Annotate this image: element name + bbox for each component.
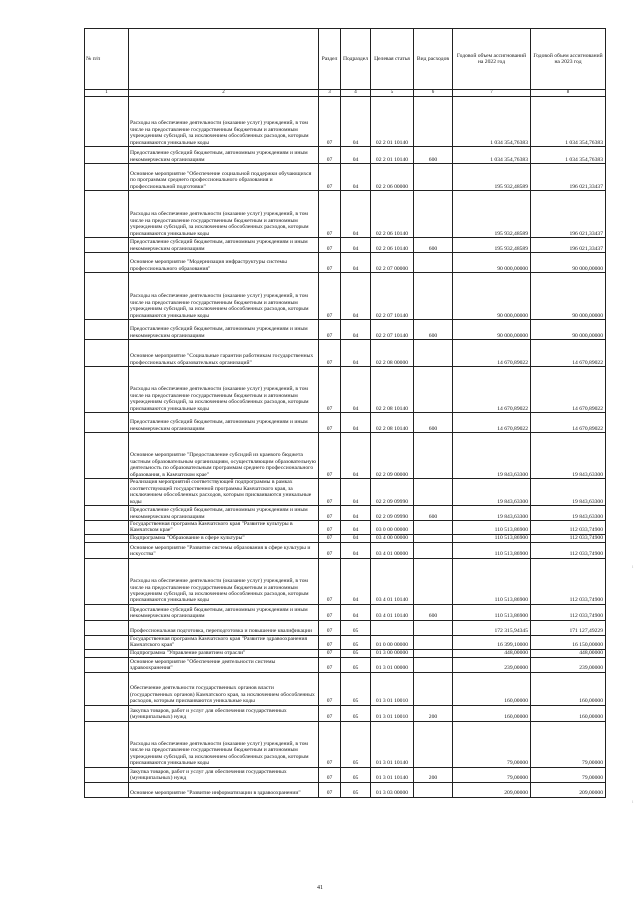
cell-vid	[414, 721, 453, 767]
cell-y2023: 112 033,74900	[531, 521, 606, 535]
cell-num	[85, 657, 129, 672]
cell-razdel: 07	[319, 479, 341, 506]
table-row	[85, 238, 606, 253]
table-row	[85, 320, 606, 340]
cell-razdel: 07	[319, 604, 341, 620]
table-row	[85, 558, 606, 604]
cell-y2022: 19 843,63300	[453, 433, 531, 479]
cell-name: Профессиональная подготовка, переподготовка и повышение квалификации	[129, 620, 319, 635]
cell-target: 03 4 00 00000	[371, 534, 414, 542]
colnum-cell: 8	[531, 90, 606, 97]
cell-num	[85, 340, 129, 367]
cell-podrazdel: 04	[341, 191, 371, 238]
cell-name: Расходы на обеспечение деятельности (оказание услуг) учреждений, в том числе на предоставление государственным бюджетным и автономным учреждениям субсидий, за исключением обособленных расходов, которым присваиваются уникальные коды	[129, 367, 319, 413]
cell-num	[85, 620, 129, 635]
cell-podrazdel: 05	[341, 649, 371, 657]
cell-y2022: 110 513,86900	[453, 558, 531, 604]
cell-num	[85, 672, 129, 705]
cell-target: 03 4 01 10140	[371, 558, 414, 604]
cell-y2022: 110 513,86900	[453, 604, 531, 620]
cell-podrazdel: 04	[341, 97, 371, 147]
cell-podrazdel: 04	[341, 479, 371, 506]
cell-vid	[414, 635, 453, 649]
cell-y2023: 112 033,74900	[531, 542, 606, 558]
cell-name: Основное мероприятие "Развитие информатизации в здравоохранении"	[129, 782, 319, 797]
page-number: 41	[317, 885, 323, 891]
cell-vid: 200	[414, 705, 453, 721]
cell-razdel: 07	[319, 635, 341, 649]
cell-name: Предоставление субсидий бюджетным, автономным учреждениям и иным некоммерческим организациям	[129, 147, 319, 164]
cell-y2023: 196 021,33437	[531, 191, 606, 238]
cell-podrazdel: 05	[341, 672, 371, 705]
cell-name: Предоставление субсидий бюджетным, автономным учреждениям и иным некоммерческим организациям	[129, 320, 319, 340]
cell-y2023: 79,00000	[531, 721, 606, 767]
cell-target: 02 2 07 00000	[371, 253, 414, 273]
header-col-2023: Годовой объем ассигнований на 2023 год	[531, 29, 606, 90]
cell-target: 01 3 01 10140	[371, 721, 414, 767]
colnum-cell: 4	[341, 90, 371, 97]
cell-y2023: 160,00000	[531, 672, 606, 705]
cell-vid: 600	[414, 238, 453, 253]
table-row	[85, 542, 606, 558]
cell-target: 03 4 01 00000	[371, 542, 414, 558]
cell-podrazdel: 05	[341, 635, 371, 649]
cell-num	[85, 782, 129, 797]
header-col-target: Целевая статья	[371, 29, 414, 90]
table-row	[85, 767, 606, 782]
cell-podrazdel: 05	[341, 620, 371, 635]
cell-y2022: 1 034 354,76383	[453, 147, 531, 164]
cell-target: 02 2 08 10140	[371, 413, 414, 433]
cell-name: Основное мероприятие "Развитие системы образования в сфере культуры и искусства"	[129, 542, 319, 558]
cell-name: Закупка товаров, работ и услуг для обеспечения государственных (муниципальных) нужд	[129, 705, 319, 721]
cell-podrazdel: 04	[341, 506, 371, 521]
table-row	[85, 340, 606, 367]
cell-y2023: 90 000,00000	[531, 273, 606, 320]
cell-y2023: 19 843,63300	[531, 433, 606, 479]
cell-vid	[414, 672, 453, 705]
cell-podrazdel: 05	[341, 705, 371, 721]
cell-razdel: 07	[319, 620, 341, 635]
table-row	[85, 164, 606, 191]
cell-name: Государственная программа Камчатского края "Развитие здравоохранения Камчатского края"	[129, 635, 319, 649]
cell-vid	[414, 191, 453, 238]
cell-razdel: 07	[319, 164, 341, 191]
cell-target: 02 2 07 10140	[371, 273, 414, 320]
cell-vid: 600	[414, 320, 453, 340]
header-col-vid: Вид расходов	[414, 29, 453, 90]
cell-razdel: 07	[319, 558, 341, 604]
table-row	[85, 604, 606, 620]
cell-num	[85, 604, 129, 620]
cell-podrazdel: 04	[341, 433, 371, 479]
margin-tick: ı	[632, 800, 634, 805]
cell-num	[85, 320, 129, 340]
cell-num	[85, 506, 129, 521]
cell-y2023: 239,00000	[531, 657, 606, 672]
cell-podrazdel: 04	[341, 253, 371, 273]
cell-razdel: 07	[319, 657, 341, 672]
cell-num	[85, 97, 129, 147]
cell-y2023: 112 033,74900	[531, 534, 606, 542]
budget-table-sheet	[84, 28, 605, 798]
cell-name: Расходы на обеспечение деятельности (оказание услуг) учреждений, в том числе на предоставление государственным бюджетным и автономным учреждениям субсидий, за исключением обособленных расходов, которым присваиваются уникальные коды	[129, 191, 319, 238]
cell-y2022: 160,00000	[453, 672, 531, 705]
cell-razdel: 07	[319, 542, 341, 558]
table-row	[85, 413, 606, 433]
cell-razdel: 07	[319, 433, 341, 479]
cell-razdel: 07	[319, 340, 341, 367]
cell-target: 02 2 09 09990	[371, 479, 414, 506]
colnum-cell: 7	[453, 90, 531, 97]
cell-y2022: 79,00000	[453, 767, 531, 782]
cell-num	[85, 521, 129, 535]
cell-name: Основное мероприятие "Социальные гарантии работникам государственных профессиональных образовательных организаций"	[129, 340, 319, 367]
cell-target: 01 3 03 00000	[371, 782, 414, 797]
cell-podrazdel: 05	[341, 767, 371, 782]
cell-name: Основное мероприятие "Обеспечение социальной поддержки обучающихся по программам среднего профессионального образования и профессиональной подготовки"	[129, 164, 319, 191]
cell-y2022: 16 399,10000	[453, 635, 531, 649]
cell-vid	[414, 164, 453, 191]
cell-num	[85, 413, 129, 433]
cell-razdel: 07	[319, 721, 341, 767]
cell-y2023: 1 034 354,76383	[531, 97, 606, 147]
cell-razdel: 07	[319, 273, 341, 320]
cell-razdel: 07	[319, 253, 341, 273]
cell-y2022: 19 843,63300	[453, 479, 531, 506]
cell-num	[85, 273, 129, 320]
cell-vid	[414, 620, 453, 635]
cell-y2022: 195 932,48589	[453, 238, 531, 253]
header-col-podrazdel: Подраздел	[341, 29, 371, 90]
cell-y2022: 195 932,48589	[453, 164, 531, 191]
cell-target: 02 2 08 00000	[371, 340, 414, 367]
cell-target: 02 2 09 09990	[371, 506, 414, 521]
cell-y2023: 160,00000	[531, 705, 606, 721]
cell-razdel: 07	[319, 320, 341, 340]
cell-y2022: 14 670,89022	[453, 367, 531, 413]
table-row	[85, 657, 606, 672]
cell-podrazdel: 04	[341, 340, 371, 367]
cell-target: 02 2 06 00000	[371, 164, 414, 191]
colnum-cell: 1	[85, 90, 129, 97]
cell-target: 03 0 00 00000	[371, 521, 414, 535]
cell-podrazdel: 04	[341, 367, 371, 413]
cell-razdel: 07	[319, 191, 341, 238]
table-row	[85, 534, 606, 542]
cell-podrazdel: 04	[341, 604, 371, 620]
cell-target: 02 2 01 10140	[371, 147, 414, 164]
cell-vid	[414, 97, 453, 147]
table-row	[85, 635, 606, 649]
cell-num	[85, 534, 129, 542]
cell-y2023: 19 843,63300	[531, 479, 606, 506]
cell-num	[85, 542, 129, 558]
cell-y2023: 209,00000	[531, 782, 606, 797]
cell-num	[85, 433, 129, 479]
cell-target: 01 0 00 00000	[371, 635, 414, 649]
cell-y2022: 90 000,00000	[453, 273, 531, 320]
cell-razdel: 07	[319, 649, 341, 657]
cell-razdel: 07	[319, 238, 341, 253]
cell-name: Закупка товаров, работ и услуг для обеспечения государственных (муниципальных) нужд	[129, 767, 319, 782]
header-col-name	[129, 29, 319, 90]
cell-name: Обеспечение деятельности государственных органов власти (государственных органов) Камчатского края, за исключением обособленных расходов, которым присваиваются уникальные коды	[129, 672, 319, 705]
cell-target: 01 3 00 00000	[371, 649, 414, 657]
cell-name: Расходы на обеспечение деятельности (оказание услуг) учреждений, в том числе на предоставление государственным бюджетным и автономным учреждениям субсидий, за исключением обособленных расходов, которым присваиваются уникальные коды	[129, 273, 319, 320]
cell-vid: 600	[414, 604, 453, 620]
cell-podrazdel: 04	[341, 542, 371, 558]
cell-podrazdel: 05	[341, 721, 371, 767]
cell-y2023: 90 000,00000	[531, 320, 606, 340]
cell-y2022: 448,00000	[453, 649, 531, 657]
cell-vid	[414, 558, 453, 604]
cell-vid: 600	[414, 413, 453, 433]
cell-podrazdel: 05	[341, 657, 371, 672]
cell-y2023: 14 670,89022	[531, 367, 606, 413]
table-row	[85, 620, 606, 635]
cell-name: Предоставление субсидий бюджетным, автономным учреждениям и иным некоммерческим организациям	[129, 604, 319, 620]
cell-razdel: 07	[319, 147, 341, 164]
cell-razdel: 07	[319, 506, 341, 521]
cell-vid	[414, 782, 453, 797]
cell-name: Подпрограмма "Образование в сфере культуры"	[129, 534, 319, 542]
colnum-cell: 5	[371, 90, 414, 97]
cell-target: 01 3 01 00000	[371, 657, 414, 672]
cell-vid	[414, 367, 453, 413]
cell-vid: 200	[414, 767, 453, 782]
cell-vid	[414, 542, 453, 558]
cell-vid	[414, 534, 453, 542]
cell-y2022: 195 932,48589	[453, 191, 531, 238]
table-row	[85, 649, 606, 657]
cell-y2023: 112 033,74900	[531, 604, 606, 620]
cell-name: Государственная программа Камчатского края "Развитие культуры в Камчатском крае"	[129, 521, 319, 535]
cell-target: 03 4 01 10140	[371, 604, 414, 620]
cell-num	[85, 191, 129, 238]
cell-target: 02 2 07 10140	[371, 320, 414, 340]
cell-num	[85, 367, 129, 413]
table-row	[85, 191, 606, 238]
table-row	[85, 253, 606, 273]
cell-num	[85, 479, 129, 506]
cell-razdel: 07	[319, 521, 341, 535]
cell-y2023: 90 000,00000	[531, 253, 606, 273]
cell-name: Подпрограмма "Управление развитием отрасли"	[129, 649, 319, 657]
cell-num	[85, 558, 129, 604]
cell-y2022: 79,00000	[453, 721, 531, 767]
cell-name: Расходы на обеспечение деятельности (оказание услуг) учреждений, в том числе на предоставление государственным бюджетным и автономным учреждениям субсидий, за исключением обособленных расходов, которым присваиваются уникальные коды	[129, 558, 319, 604]
cell-razdel: 07	[319, 97, 341, 147]
cell-y2023: 196 021,33437	[531, 164, 606, 191]
table-row	[85, 479, 606, 506]
table-header-row	[85, 29, 606, 90]
cell-y2022: 172 315,94345	[453, 620, 531, 635]
cell-y2023: 79,00000	[531, 767, 606, 782]
cell-target: 02 2 09 00000	[371, 433, 414, 479]
cell-num	[85, 147, 129, 164]
cell-y2022: 19 843,63300	[453, 506, 531, 521]
cell-y2022: 209,00000	[453, 782, 531, 797]
table-row	[85, 506, 606, 521]
cell-podrazdel: 04	[341, 320, 371, 340]
table-row	[85, 721, 606, 767]
cell-name: Реализация мероприятий соответствующей подпрограммы в рамках соответствующей государственной программы Камчатского края, за исключением обособленных расходов, которым присваиваются уникальные коды	[129, 479, 319, 506]
cell-num	[85, 649, 129, 657]
cell-podrazdel: 04	[341, 238, 371, 253]
cell-vid	[414, 253, 453, 273]
header-col-num: № п/п	[85, 29, 129, 90]
cell-podrazdel: 04	[341, 164, 371, 191]
cell-y2022: 110 513,86900	[453, 534, 531, 542]
cell-y2022: 110 513,86900	[453, 521, 531, 535]
cell-name: Расходы на обеспечение деятельности (оказание услуг) учреждений, в том числе на предоставление государственным бюджетным и автономным учреждениям субсидий, за исключением обособленных расходов, которым присваиваются уникальные коды	[129, 97, 319, 147]
table-row	[85, 367, 606, 413]
cell-y2022: 239,00000	[453, 657, 531, 672]
cell-y2023: 1 034 354,76383	[531, 147, 606, 164]
header-col-2022: Годовой объем ассигнований на 2022 год	[453, 29, 531, 90]
cell-vid	[414, 479, 453, 506]
cell-razdel: 07	[319, 367, 341, 413]
cell-num	[85, 238, 129, 253]
cell-vid	[414, 433, 453, 479]
table-row	[85, 273, 606, 320]
cell-name: Предоставление субсидий бюджетным, автономным учреждениям и иным некоммерческим организациям	[129, 238, 319, 253]
cell-y2022: 14 670,89022	[453, 413, 531, 433]
cell-y2022: 160,00000	[453, 705, 531, 721]
cell-y2022: 110 513,86900	[453, 542, 531, 558]
cell-razdel: 07	[319, 782, 341, 797]
cell-vid	[414, 649, 453, 657]
cell-vid: 600	[414, 506, 453, 521]
cell-razdel: 07	[319, 767, 341, 782]
cell-num	[85, 635, 129, 649]
cell-razdel: 07	[319, 705, 341, 721]
cell-y2022: 90 000,00000	[453, 320, 531, 340]
cell-podrazdel: 04	[341, 558, 371, 604]
cell-razdel: 07	[319, 672, 341, 705]
cell-podrazdel: 04	[341, 521, 371, 535]
colnum-cell: 3	[319, 90, 341, 97]
cell-name: Предоставление субсидий бюджетным, автономным учреждениям и иным некоммерческим организациям	[129, 506, 319, 521]
cell-num	[85, 721, 129, 767]
cell-podrazdel: 04	[341, 273, 371, 320]
cell-y2023: 16 150,00000	[531, 635, 606, 649]
cell-razdel: 07	[319, 534, 341, 542]
cell-target: 01 3 01 10010	[371, 672, 414, 705]
table-row	[85, 147, 606, 164]
cell-y2023: 112 033,74900	[531, 558, 606, 604]
cell-vid	[414, 340, 453, 367]
cell-name: Основное мероприятие "Обеспечение деятельности системы здравоохранения"	[129, 657, 319, 672]
cell-y2023: 196 021,33437	[531, 238, 606, 253]
cell-vid	[414, 521, 453, 535]
colnum-cell: 6	[414, 90, 453, 97]
cell-vid	[414, 657, 453, 672]
table-row	[85, 97, 606, 147]
cell-y2022: 14 670,89022	[453, 340, 531, 367]
cell-y2022: 1 034 354,76383	[453, 97, 531, 147]
header-col-razdel: Раздел	[319, 29, 341, 90]
cell-podrazdel: 04	[341, 413, 371, 433]
cell-target: 02 2 06 10140	[371, 191, 414, 238]
cell-name: Основное мероприятие "Предоставление субсидий из краевого бюджета частным образовательным организациям, осуществляющим образовательную деятельность по образовательным программам среднего профессионального образования, в Камчатском крае"	[129, 433, 319, 479]
cell-y2023: 171 127,49229	[531, 620, 606, 635]
cell-num	[85, 164, 129, 191]
cell-name: Расходы на обеспечение деятельности (оказание услуг) учреждений, в том числе на предоставление государственным бюджетным и автономным учреждениям субсидий, за исключением обособленных расходов, которым присваиваются уникальные коды	[129, 721, 319, 767]
budget-allocation-table	[84, 28, 606, 798]
cell-num	[85, 767, 129, 782]
margin-tick: ı	[632, 565, 634, 570]
cell-y2023: 448,00000	[531, 649, 606, 657]
cell-target: 02 2 08 10140	[371, 367, 414, 413]
cell-target	[371, 620, 414, 635]
cell-podrazdel: 04	[341, 534, 371, 542]
cell-y2023: 19 843,63300	[531, 506, 606, 521]
column-number-row	[85, 90, 606, 97]
cell-target: 02 2 06 10140	[371, 238, 414, 253]
cell-vid: 600	[414, 147, 453, 164]
table-row	[85, 782, 606, 797]
cell-target: 01 3 01 10010	[371, 705, 414, 721]
cell-name: Предоставление субсидий бюджетным, автономным учреждениям и иным некоммерческим организациям	[129, 413, 319, 433]
cell-target: 02 2 01 10140	[371, 97, 414, 147]
cell-podrazdel: 05	[341, 782, 371, 797]
table-row	[85, 672, 606, 705]
table-row	[85, 433, 606, 479]
cell-podrazdel: 04	[341, 147, 371, 164]
table-row	[85, 521, 606, 535]
cell-name: Основное мероприятие "Модернизация инфраструктуры системы профессионального образования"	[129, 253, 319, 273]
cell-vid	[414, 273, 453, 320]
colnum-cell: 2	[129, 90, 319, 97]
cell-num	[85, 253, 129, 273]
cell-y2023: 14 670,89022	[531, 340, 606, 367]
cell-target: 01 3 01 10140	[371, 767, 414, 782]
cell-y2022: 90 000,00000	[453, 253, 531, 273]
table-row	[85, 705, 606, 721]
cell-y2023: 14 670,89022	[531, 413, 606, 433]
cell-razdel: 07	[319, 413, 341, 433]
cell-num	[85, 705, 129, 721]
